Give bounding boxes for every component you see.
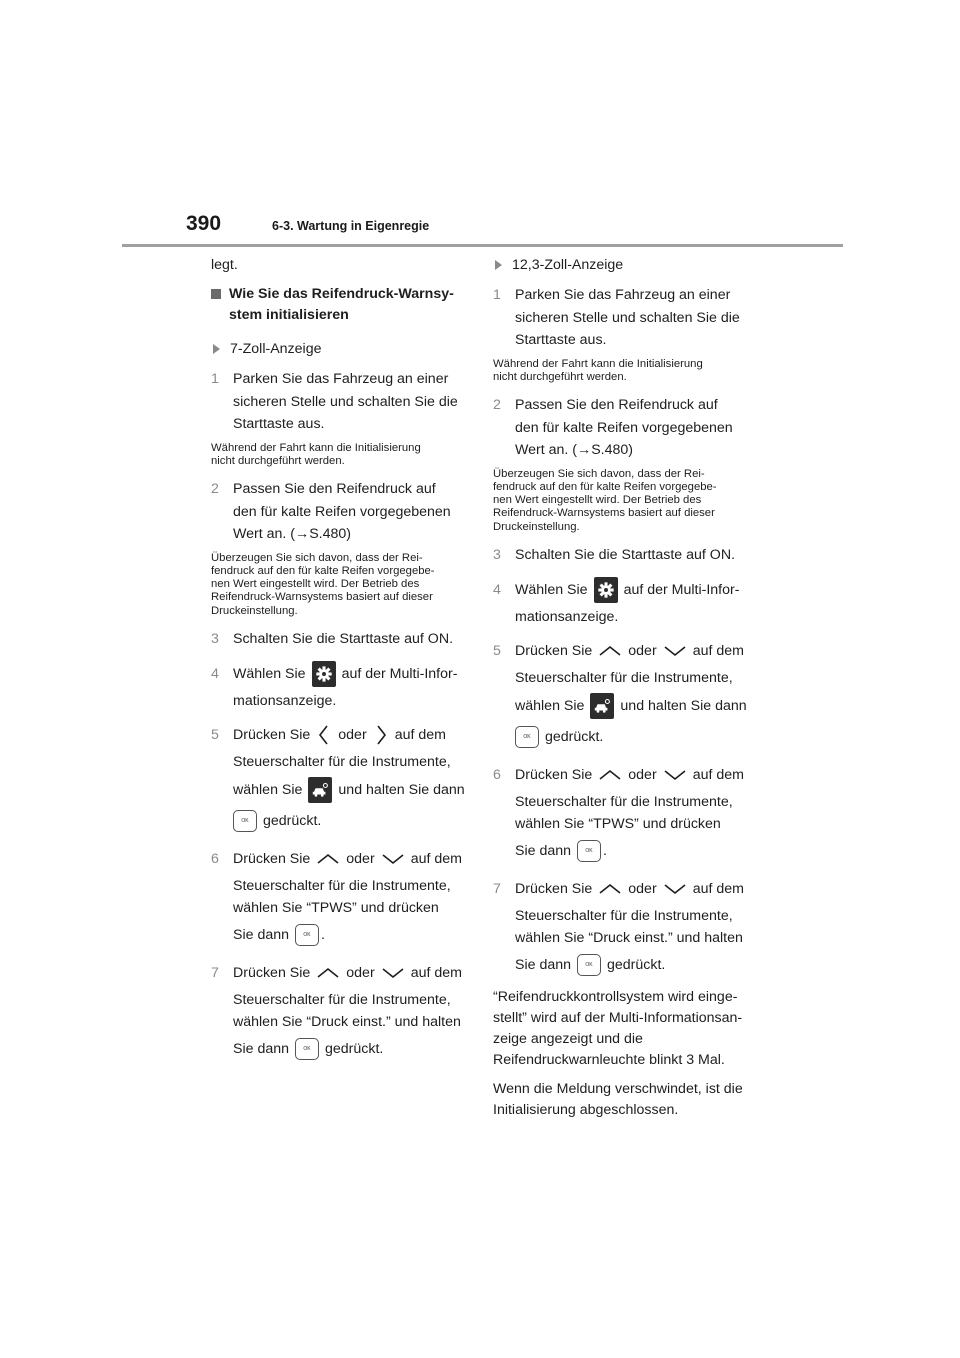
- step-text: Starttaste aus.: [233, 416, 325, 432]
- note-line: Druckeinstellung.: [493, 520, 580, 533]
- completion-paragraph: [493, 1079, 755, 1121]
- step-text: den für kalte Reifen vorgegebenen: [515, 419, 733, 436]
- section-heading: [211, 284, 473, 326]
- page-reference-link[interactable]: Wert an. (→S.480): [233, 526, 352, 543]
- note-line: Reifendruck-Warnsystems basiert auf dieser: [211, 591, 433, 604]
- chevron-down-icon: [663, 644, 687, 658]
- ok-button-icon: OK: [233, 810, 257, 832]
- step-text: .: [603, 842, 607, 859]
- step-4: [211, 658, 473, 713]
- step-1: [211, 368, 473, 436]
- step-3: [211, 628, 473, 651]
- step-text: Sie dann: [233, 1040, 290, 1057]
- step-number: 4: [211, 665, 219, 682]
- note-line: Während der Fahrt kann die Initialisierung: [211, 441, 421, 454]
- step-number: 7: [493, 880, 501, 897]
- page-number: 390: [186, 212, 222, 235]
- note-line: fendruck auf den für kalte Reifen vorgegebe-: [211, 564, 435, 577]
- settings-gear-icon: [312, 661, 336, 687]
- step-text: Steuerschalter für die Instrumente,: [515, 907, 733, 924]
- note-line: nicht durchgeführt werden.: [211, 454, 345, 467]
- chevron-up-icon: [316, 852, 340, 866]
- chevron-up-icon: [598, 644, 622, 658]
- step-number: 1: [493, 287, 501, 303]
- step-text: wählen Sie “TPWS” und drücken: [515, 816, 721, 833]
- note-text: [493, 468, 755, 534]
- heading-line: stem initialisieren: [229, 307, 349, 323]
- header-rule: [122, 244, 843, 247]
- chevron-left-icon: [316, 724, 332, 746]
- vehicle-settings-icon: [308, 777, 332, 803]
- step-text: oder: [628, 766, 657, 783]
- step-text: Drücken Sie: [515, 766, 593, 783]
- step-text: und halten Sie dann: [620, 697, 747, 714]
- step-text: Passen Sie den Reifendruck auf: [515, 397, 718, 414]
- right-column: [493, 255, 755, 1129]
- subsection-label: 7-Zoll-Anzeige: [230, 341, 322, 357]
- step-text: Drücken Sie: [233, 850, 311, 867]
- step-6: [493, 759, 755, 866]
- step-text: Drücken Sie: [233, 727, 311, 744]
- step-number: 1: [211, 371, 219, 387]
- chevron-right-icon: [373, 724, 389, 746]
- closing-line: “Reifendruckkontrollsystem wird einge-: [493, 988, 738, 1005]
- step-text: Steuerschalter für die Instrumente,: [515, 793, 733, 810]
- step-text: Sie dann: [515, 842, 572, 859]
- note-line: nen Wert eingestellt wird. Der Betrieb des: [493, 494, 702, 507]
- step-text: den für kalte Reifen vorgegebenen: [233, 503, 451, 520]
- page-reference-link[interactable]: Wert an. (→S.480): [515, 442, 634, 459]
- step-text: gedrückt.: [325, 1040, 384, 1057]
- step-text: Drücken Sie: [233, 964, 311, 981]
- chevron-up-icon: [598, 882, 622, 896]
- page-header: [0, 0, 960, 250]
- subsection-label: 12,3-Zoll-Anzeige: [512, 257, 624, 273]
- step-number: 7: [211, 964, 219, 981]
- step-text: wählen Sie: [515, 697, 585, 714]
- note-line: Überzeugen Sie sich davon, dass der Rei-: [493, 467, 705, 480]
- ok-button-icon: OK: [295, 924, 319, 946]
- step-text: auf der Multi-Infor-: [623, 581, 740, 598]
- step-number: 2: [211, 481, 219, 498]
- step-text: wählen Sie “Druck einst.” und halten: [515, 930, 743, 947]
- step-number: 5: [493, 643, 501, 660]
- note-line: nen Wert eingestellt wird. Der Betrieb des: [211, 578, 420, 591]
- settings-gear-icon: [594, 577, 618, 603]
- step-5: [493, 635, 755, 752]
- note-line: Reifendruck-Warnsystems basiert auf dieser: [493, 507, 715, 520]
- step-text: auf dem: [692, 766, 744, 783]
- step-2: [211, 478, 473, 546]
- chevron-down-icon: [663, 882, 687, 896]
- note-text: [211, 552, 473, 618]
- step-1: [493, 284, 755, 352]
- step-text: Sie dann: [233, 926, 290, 943]
- chapter-title: 6-3. Wartung in Eigenregie: [272, 219, 430, 233]
- step-3: [493, 544, 755, 567]
- step-text: oder: [346, 850, 375, 867]
- step-number: 6: [493, 766, 501, 783]
- step-7: [211, 957, 473, 1064]
- step-4: [493, 574, 755, 629]
- step-text: auf dem: [394, 727, 446, 744]
- step-text: Steuerschalter für die Instrumente,: [233, 991, 451, 1008]
- step-text: Wählen Sie: [515, 581, 588, 598]
- chevron-down-icon: [663, 768, 687, 782]
- subsection-12-3-inch: [493, 255, 755, 276]
- note-text: [211, 442, 473, 469]
- step-text: Starttaste aus.: [515, 332, 607, 348]
- closing-line: Reifendruckwarnleuchte blinkt 3 Mal.: [493, 1051, 725, 1068]
- step-number: 5: [211, 727, 219, 744]
- note-line: nicht durchgeführt werden.: [493, 370, 627, 383]
- step-text: wählen Sie: [233, 781, 303, 798]
- step-text: und halten Sie dann: [338, 781, 465, 798]
- step-text: Sie dann: [515, 956, 572, 973]
- note-line: Druckeinstellung.: [211, 604, 298, 617]
- step-text: sicheren Stelle und schalten Sie die: [233, 393, 458, 410]
- step-2: [493, 394, 755, 462]
- ok-button-icon: OK: [295, 1038, 319, 1060]
- square-bullet-icon: [211, 289, 221, 299]
- step-text: Steuerschalter für die Instrumente,: [233, 754, 451, 771]
- note-line: Überzeugen Sie sich davon, dass der Rei-: [211, 551, 423, 564]
- step-text: mationsanzeige.: [515, 608, 619, 625]
- closing-paragraph: [493, 987, 755, 1071]
- step-text: Steuerschalter für die Instrumente,: [233, 877, 451, 894]
- step-text: Drücken Sie: [515, 880, 593, 897]
- chevron-up-icon: [598, 768, 622, 782]
- note-line: fendruck auf den für kalte Reifen vorgegebe-: [493, 480, 717, 493]
- chevron-down-icon: [381, 966, 405, 980]
- subsection-7-inch: [211, 339, 473, 360]
- step-6: [211, 843, 473, 950]
- step-text: oder: [346, 964, 375, 981]
- step-text: Drücken Sie: [515, 643, 593, 660]
- intro-text: legt.: [211, 257, 238, 273]
- step-text: Steuerschalter für die Instrumente,: [515, 670, 733, 687]
- step-text: .: [321, 926, 325, 943]
- closing-line: Wenn die Meldung verschwindet, ist die: [493, 1080, 743, 1097]
- closing-line: zeige angezeigt und die: [493, 1030, 643, 1047]
- step-text: auf dem: [692, 643, 744, 660]
- vehicle-settings-icon: [590, 693, 614, 719]
- step-text: oder: [338, 727, 367, 744]
- note-text: [493, 358, 755, 385]
- step-number: 2: [493, 397, 501, 414]
- heading-line: Wie Sie das Reifendruck-Warnsy-: [229, 286, 454, 302]
- step-text: Parken Sie das Fahrzeug an einer: [233, 371, 449, 387]
- ok-button-icon: OK: [515, 726, 539, 748]
- chevron-down-icon: [381, 852, 405, 866]
- triangle-bullet-icon: [495, 260, 502, 270]
- step-text: sicheren Stelle und schalten Sie die: [515, 309, 740, 326]
- step-text: oder: [628, 880, 657, 897]
- ok-button-icon: OK: [577, 840, 601, 862]
- note-line: Während der Fahrt kann die Initialisierung: [493, 357, 703, 370]
- step-text: wählen Sie “Druck einst.” und halten: [233, 1014, 461, 1031]
- step-text: Schalten Sie die Starttaste auf ON.: [233, 631, 454, 648]
- step-text: Passen Sie den Reifendruck auf: [233, 481, 436, 498]
- step-text: oder: [628, 643, 657, 660]
- step-text: gedrückt.: [607, 956, 666, 973]
- closing-line: Initialisierung abgeschlossen.: [493, 1101, 679, 1118]
- step-text: Schalten Sie die Starttaste auf ON.: [515, 547, 736, 564]
- step-text: auf der Multi-Infor-: [341, 665, 458, 682]
- step-text: auf dem: [410, 850, 462, 867]
- triangle-bullet-icon: [213, 344, 220, 354]
- step-text: auf dem: [692, 880, 744, 897]
- step-text: Wählen Sie: [233, 665, 306, 682]
- step-number: 4: [493, 581, 501, 598]
- chevron-up-icon: [316, 966, 340, 980]
- step-5: [211, 719, 473, 836]
- closing-line: stellt” wird auf der Multi-Informationsan-: [493, 1009, 743, 1026]
- step-text: wählen Sie “TPWS” und drücken: [233, 900, 439, 917]
- step-number: 6: [211, 850, 219, 867]
- step-text: auf dem: [410, 964, 462, 981]
- left-column: [211, 255, 473, 1071]
- step-number: 3: [211, 631, 219, 648]
- step-7: [493, 873, 755, 980]
- step-text: gedrückt.: [545, 728, 604, 745]
- step-text: mationsanzeige.: [233, 692, 337, 709]
- step-text: Parken Sie das Fahrzeug an einer: [515, 287, 731, 303]
- step-text: gedrückt.: [263, 812, 322, 829]
- ok-button-icon: OK: [577, 954, 601, 976]
- step-number: 3: [493, 547, 501, 564]
